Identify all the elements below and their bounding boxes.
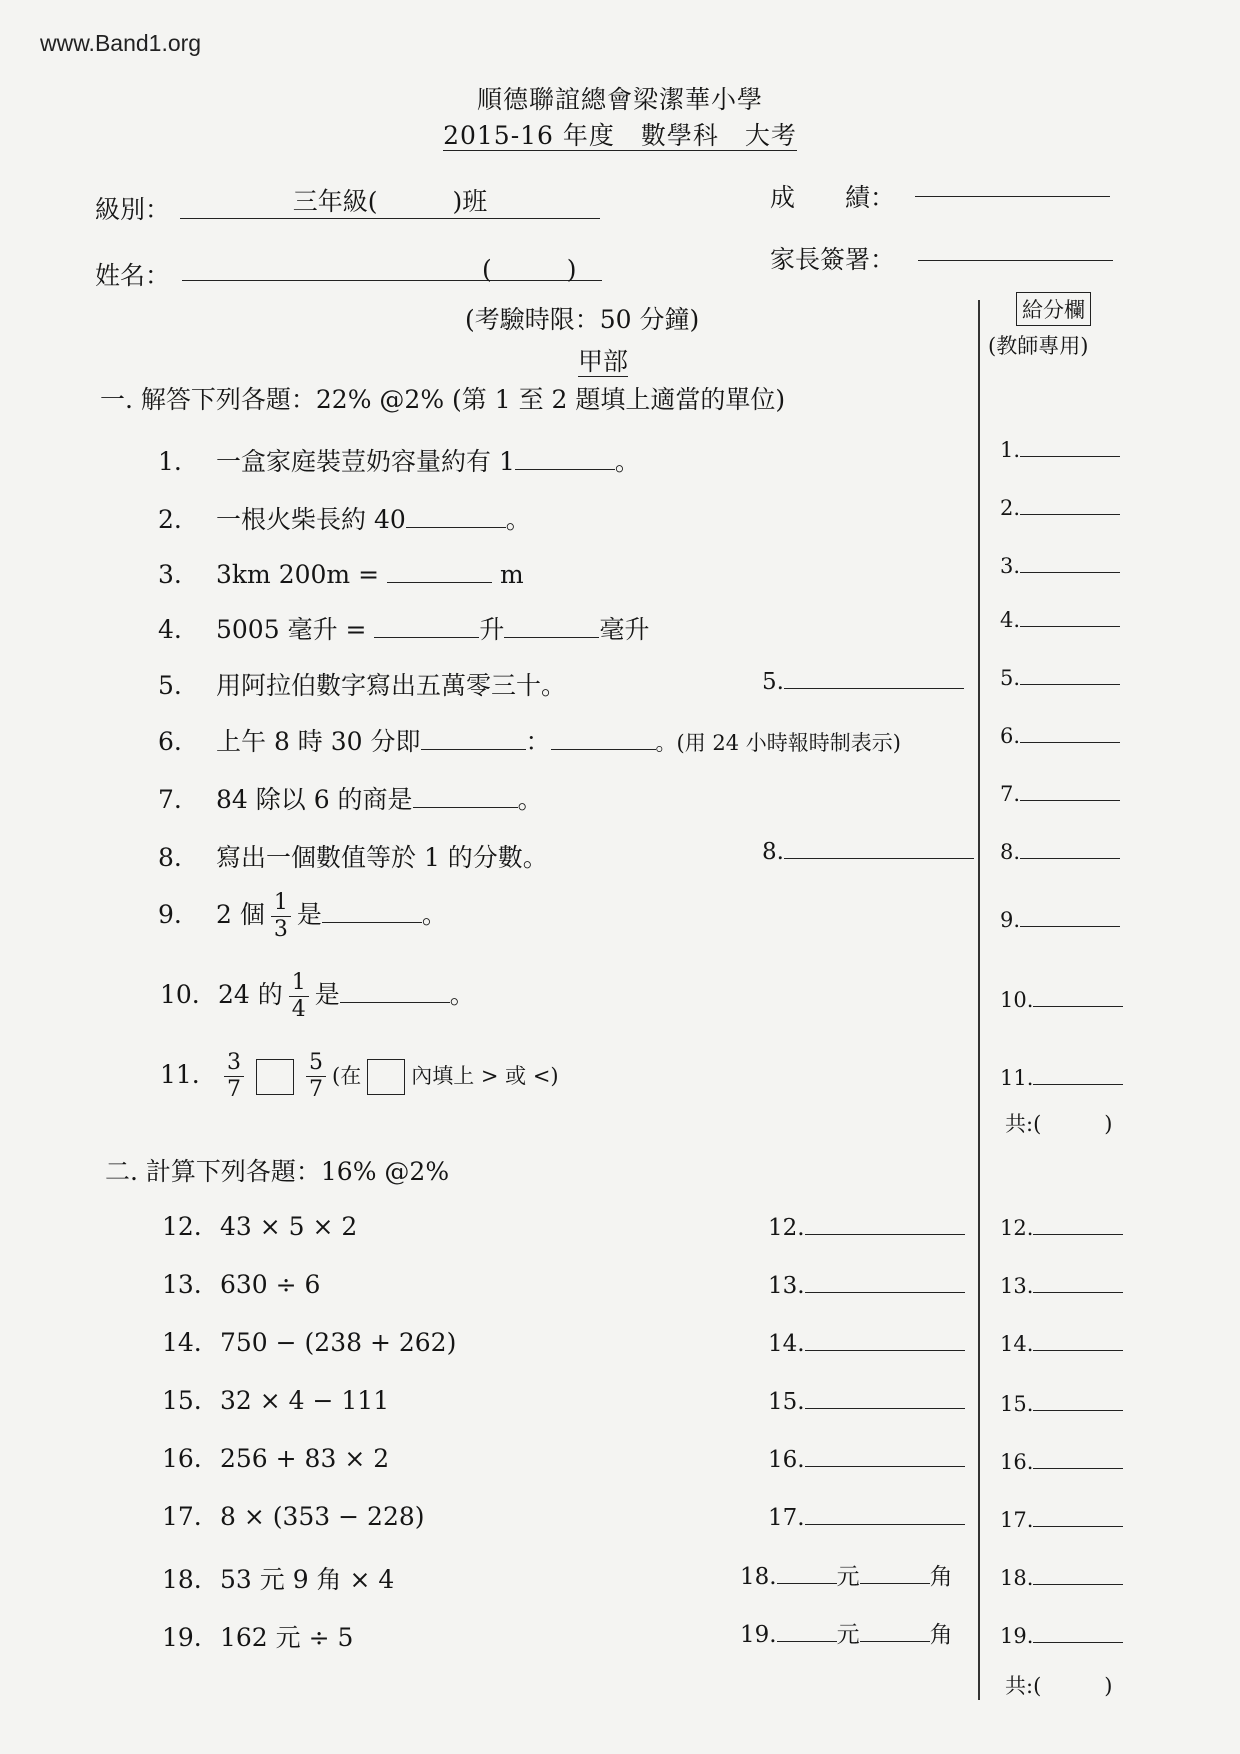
answer-line-18[interactable] — [740, 1558, 953, 1591]
question-15 — [162, 1386, 389, 1415]
mark-blank[interactable] — [1020, 902, 1120, 927]
mark-blank[interactable] — [1020, 660, 1120, 685]
unit-yuan: 元 — [836, 1564, 860, 1590]
question-expression: 43 × 5 × 2 — [220, 1212, 358, 1241]
question-5 — [158, 666, 566, 702]
question-end: 。 — [449, 980, 475, 1009]
question-text: 84 除以 6 的商是 — [216, 785, 413, 814]
mark-number: 6. — [1000, 724, 1021, 748]
mark-number: 11. — [1000, 1066, 1034, 1090]
mark-number: 1. — [1000, 438, 1021, 462]
fraction-left — [224, 1050, 244, 1103]
mark-blank[interactable] — [1033, 1060, 1123, 1085]
exam-title — [0, 116, 1240, 152]
question-end: 。(用 24 小時報時制表示) — [655, 731, 901, 755]
answer-blank[interactable] — [406, 503, 506, 528]
question-number: 9. — [158, 900, 182, 929]
mark-line-9[interactable] — [1000, 902, 1120, 932]
question-2 — [158, 500, 531, 536]
comparison-box[interactable] — [256, 1059, 294, 1095]
question-number: 4. — [158, 615, 182, 644]
answer-blank[interactable] — [387, 558, 492, 583]
question-12 — [162, 1212, 357, 1241]
mark-blank[interactable] — [1033, 1210, 1123, 1235]
question-pre: 2 個 — [216, 900, 265, 929]
answer-line-13[interactable] — [768, 1268, 965, 1299]
question-text: 5005 毫升 = — [216, 615, 367, 644]
mark-line-4[interactable] — [1000, 602, 1120, 632]
mark-blank[interactable] — [1020, 718, 1120, 743]
exam-title-text: 2015-16 年度 數學科 大考 — [443, 121, 797, 150]
answer-line-12[interactable] — [768, 1210, 965, 1241]
answer-line-16[interactable] — [768, 1442, 965, 1473]
question-text: 寫出一個數值等於 1 的分數。 — [216, 843, 548, 872]
question-number: 7. — [158, 785, 182, 814]
mark-blank[interactable] — [1020, 548, 1120, 573]
mark-line-13[interactable] — [1000, 1268, 1123, 1298]
question-10 — [160, 970, 475, 1023]
instruction-post: 內填上 > 或 <) — [411, 1064, 559, 1088]
mark-number: 2. — [1000, 496, 1021, 520]
answer-blank-jiao[interactable] — [860, 1617, 930, 1642]
question-post: 是 — [296, 900, 322, 929]
unit-yuan: 元 — [836, 1622, 860, 1648]
name-label: 姓名： — [95, 261, 171, 290]
question-number: 10. — [160, 980, 200, 1009]
answer-number: 15. — [768, 1389, 805, 1415]
answer-blank-hours[interactable] — [421, 725, 526, 750]
mark-line-2[interactable] — [1000, 490, 1120, 520]
question-number: 19. — [162, 1623, 202, 1652]
question-mid: ： — [525, 727, 551, 756]
mark-line-5[interactable] — [1000, 660, 1120, 690]
school-name: 順德聯誼總會梁潔華小學 — [476, 85, 763, 114]
question-post: 是 — [314, 980, 340, 1009]
question-expression: 630 ÷ 6 — [220, 1270, 321, 1299]
question-text: 用阿拉伯數字寫出五萬零三十。 — [216, 671, 567, 700]
mark-blank[interactable] — [1033, 1444, 1123, 1469]
answer-line-8[interactable] — [762, 834, 974, 865]
question-expression: 32 × 4 − 111 — [220, 1386, 390, 1415]
question-9 — [158, 890, 447, 943]
answer-number: 16. — [768, 1447, 805, 1473]
answer-number: 17. — [768, 1505, 805, 1531]
marks-column-divider — [978, 300, 980, 1700]
answer-blank-litres[interactable] — [374, 613, 479, 638]
marks-column-title: 給分欄 — [1016, 292, 1091, 326]
mark-number: 18. — [1000, 1566, 1034, 1590]
answer-number: 19. — [740, 1622, 777, 1648]
instruction-pre: (在 — [332, 1064, 362, 1088]
question-7 — [158, 780, 543, 816]
answer-blank-yuan[interactable] — [777, 1617, 837, 1642]
mark-blank[interactable] — [1020, 834, 1120, 859]
answer-number: 12. — [768, 1215, 805, 1241]
section1-total: 共:( ) — [1005, 1112, 1113, 1136]
question-end: 。 — [505, 505, 531, 534]
question-number: 18. — [162, 1565, 202, 1594]
mark-number: 12. — [1000, 1216, 1034, 1240]
question-expression: 8 × (353 − 228) — [220, 1502, 425, 1531]
mark-line-16[interactable] — [1000, 1444, 1123, 1474]
mark-number: 15. — [1000, 1392, 1034, 1416]
question-end: 。 — [614, 447, 640, 476]
question-text: 一盒家庭裝荳奶容量約有 1 — [216, 447, 515, 476]
question-14 — [162, 1328, 456, 1357]
question-number: 13. — [162, 1270, 202, 1299]
mark-blank[interactable] — [1033, 1326, 1123, 1351]
mark-number: 5. — [1000, 666, 1021, 690]
unit-jiao: 角 — [929, 1622, 953, 1648]
fraction — [271, 890, 291, 943]
mark-blank[interactable] — [1033, 982, 1123, 1007]
answer-blank-millilitres[interactable] — [504, 613, 599, 638]
name-class-number: ( ) — [482, 255, 577, 284]
question-end: 。 — [517, 785, 543, 814]
mark-line-10[interactable] — [1000, 982, 1123, 1012]
mark-line-17[interactable] — [1000, 1502, 1123, 1532]
mark-number: 17. — [1000, 1508, 1034, 1532]
instruction-box — [367, 1059, 405, 1095]
part-title-text: 甲部 — [578, 347, 629, 376]
question-number: 15. — [162, 1386, 202, 1415]
fraction-denominator: 3 — [273, 917, 288, 942]
question-expression: 750 − (238 + 262) — [220, 1328, 457, 1357]
mark-blank[interactable] — [1033, 1386, 1123, 1411]
question-number: 17. — [162, 1502, 202, 1531]
parent-signature-field[interactable] — [918, 236, 1113, 261]
mark-line-1[interactable] — [1000, 432, 1120, 462]
mark-blank[interactable] — [1020, 776, 1120, 801]
mark-number: 10. — [1000, 988, 1034, 1012]
mark-line-6[interactable] — [1000, 718, 1120, 748]
question-end: 。 — [421, 900, 447, 929]
question-number: 5. — [158, 671, 182, 700]
mark-line-3[interactable] — [1000, 548, 1120, 578]
mark-blank[interactable] — [1033, 1618, 1123, 1643]
fraction-numerator: 1 — [271, 890, 291, 917]
mark-line-14[interactable] — [1000, 1326, 1123, 1356]
mark-blank[interactable] — [1033, 1560, 1123, 1585]
question-text: 上午 8 時 30 分即 — [216, 727, 421, 756]
question-number: 16. — [162, 1444, 202, 1473]
question-6 — [158, 722, 901, 758]
class-field[interactable] — [180, 182, 600, 219]
answer-blank[interactable] — [515, 445, 615, 470]
answer-blank[interactable] — [805, 1384, 965, 1409]
question-16 — [162, 1444, 389, 1473]
answer-line-15[interactable] — [768, 1384, 965, 1415]
question-18 — [162, 1560, 394, 1596]
question-number: 12. — [162, 1212, 202, 1241]
section2-title: 二. 計算下列各題：16% @2% — [105, 1157, 450, 1186]
fraction-denominator: 4 — [291, 997, 306, 1022]
question-expression: 256 + 83 × 2 — [220, 1444, 390, 1473]
mark-blank[interactable] — [1020, 602, 1120, 627]
mark-line-7[interactable] — [1000, 776, 1120, 806]
parent-signature-label: 家長簽署： — [770, 245, 896, 274]
question-number: 2. — [158, 505, 182, 534]
fraction-denominator: 7 — [309, 1077, 323, 1102]
mark-number: 14. — [1000, 1332, 1034, 1356]
mark-line-12[interactable] — [1000, 1210, 1123, 1240]
fraction-right — [306, 1050, 326, 1103]
answer-blank-jiao[interactable] — [860, 1559, 930, 1584]
question-expression: 162 元 ÷ 5 — [220, 1623, 354, 1652]
mark-blank[interactable] — [1033, 1268, 1123, 1293]
question-17 — [162, 1502, 425, 1531]
answer-blank[interactable] — [322, 898, 422, 923]
fraction — [289, 970, 309, 1023]
question-13 — [162, 1270, 320, 1299]
answer-blank[interactable] — [784, 834, 974, 859]
answer-number: 13. — [768, 1273, 805, 1299]
mark-line-19[interactable] — [1000, 1618, 1123, 1648]
section1-title: 一. 解答下列各題：22% @2% (第 1 至 2 題填上適當的單位) — [100, 385, 786, 414]
fraction-denominator: 7 — [227, 1077, 241, 1102]
answer-blank[interactable] — [340, 978, 450, 1003]
marks-column-subtitle: (教師專用) — [988, 334, 1089, 358]
question-8 — [158, 838, 548, 874]
answer-line-14[interactable] — [768, 1326, 965, 1357]
question-number: 14. — [162, 1328, 202, 1357]
question-19 — [162, 1618, 353, 1654]
time-limit: (考驗時限：50 分鐘) — [465, 305, 700, 334]
mark-blank[interactable] — [1020, 432, 1120, 457]
mark-number: 9. — [1000, 908, 1021, 932]
question-number: 8. — [158, 843, 182, 872]
question-number: 3. — [158, 560, 182, 589]
fraction-numerator: 5 — [306, 1050, 326, 1077]
name-field[interactable] — [182, 250, 602, 284]
answer-blank[interactable] — [784, 664, 964, 689]
answer-blank[interactable] — [805, 1326, 965, 1351]
question-text: 一根火柴長約 40 — [216, 505, 406, 534]
answer-blank[interactable] — [805, 1500, 965, 1525]
site-watermark: www.Band1.org — [40, 30, 202, 56]
mark-line-18[interactable] — [1000, 1560, 1123, 1590]
answer-number: 14. — [768, 1331, 805, 1357]
question-text: 3km 200m = — [216, 560, 380, 589]
mark-line-11[interactable] — [1000, 1060, 1123, 1090]
mark-blank[interactable] — [1020, 490, 1120, 515]
part-title — [578, 342, 628, 378]
answer-number: 18. — [740, 1564, 777, 1590]
answer-line-17[interactable] — [768, 1500, 965, 1531]
mark-number: 16. — [1000, 1450, 1034, 1474]
answer-blank[interactable] — [413, 783, 518, 808]
score-field[interactable] — [915, 172, 1110, 197]
mark-number: 19. — [1000, 1624, 1034, 1648]
question-end: m — [499, 560, 524, 589]
question-3 — [158, 558, 524, 589]
answer-blank[interactable] — [805, 1268, 965, 1293]
fraction-numerator: 1 — [289, 970, 309, 997]
answer-blank[interactable] — [805, 1442, 965, 1467]
fraction-numerator: 3 — [224, 1050, 244, 1077]
mark-number: 8. — [1000, 840, 1021, 864]
question-number: 1. — [158, 447, 182, 476]
mark-number: 7. — [1000, 782, 1021, 806]
mark-line-15[interactable] — [1000, 1386, 1123, 1416]
answer-line-5[interactable] — [762, 664, 964, 695]
question-expression: 53 元 9 角 × 4 — [220, 1565, 395, 1594]
answer-line-19[interactable] — [740, 1616, 953, 1649]
question-4 — [158, 610, 649, 646]
question-pre: 24 的 — [218, 980, 283, 1009]
unit-jiao: 角 — [929, 1564, 953, 1590]
class-label: 級別： — [95, 195, 171, 224]
question-number: 6. — [158, 727, 182, 756]
question-1 — [158, 442, 640, 478]
mark-number: 4. — [1000, 608, 1021, 632]
score-label: 成 績： — [770, 183, 896, 212]
mark-line-8[interactable] — [1000, 834, 1120, 864]
mark-blank[interactable] — [1033, 1502, 1123, 1527]
question-11 — [160, 1050, 559, 1103]
answer-blank-minutes[interactable] — [551, 725, 656, 750]
question-end: 毫升 — [599, 615, 650, 644]
mark-number: 13. — [1000, 1274, 1034, 1298]
section2-total: 共:( ) — [1005, 1674, 1113, 1698]
answer-number: 8. — [762, 839, 784, 865]
answer-blank-yuan[interactable] — [777, 1559, 837, 1584]
question-mid: 升 — [479, 615, 505, 644]
answer-blank[interactable] — [805, 1210, 965, 1235]
answer-number: 5. — [762, 669, 784, 695]
question-number: 11. — [160, 1060, 200, 1089]
class-value: 三年級( )班 — [292, 187, 488, 216]
mark-number: 3. — [1000, 554, 1021, 578]
